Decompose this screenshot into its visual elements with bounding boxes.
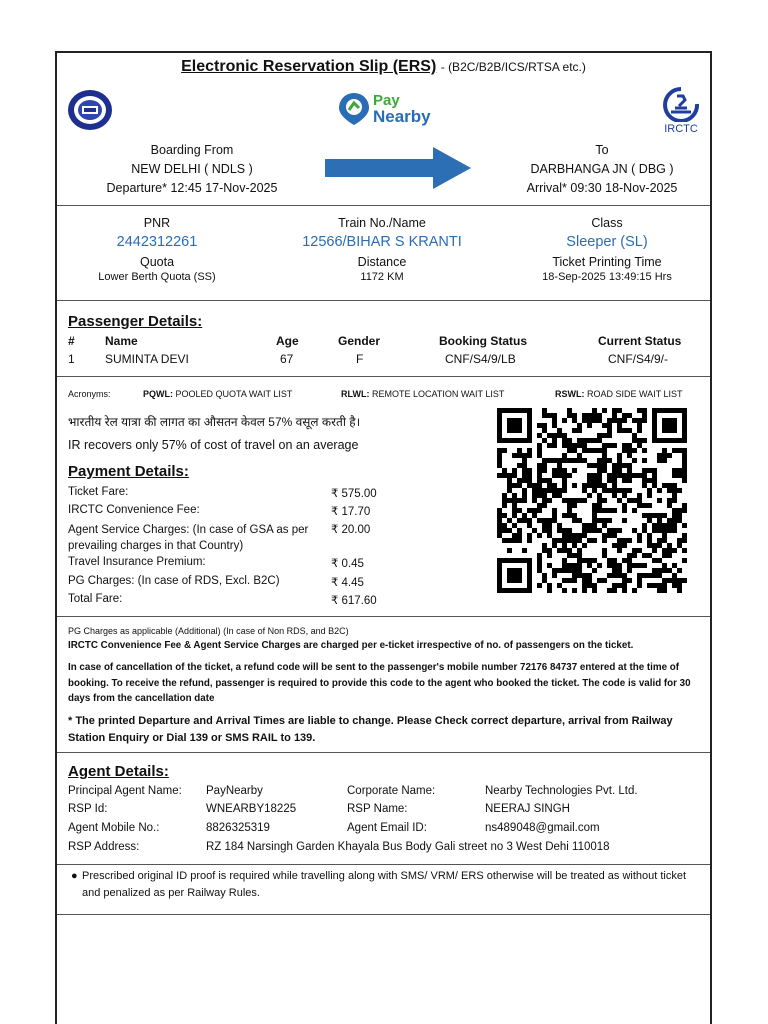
distance-label: Distance xyxy=(357,255,407,269)
time-change-note: * The printed Departure and Arrival Times are liable to change. Please Check correct departure, arrival from Railway Station Enquiry or Dial 139 or SMS RAIL to 139. xyxy=(68,715,673,744)
principal-agent-label: Principal Agent Name: xyxy=(68,785,182,797)
col-current-status: Current Status xyxy=(598,334,682,348)
boarding-label: Boarding From xyxy=(150,143,234,157)
boarding-block xyxy=(77,141,307,198)
train-label: Train No./Name xyxy=(338,216,426,230)
divider xyxy=(57,914,710,915)
cell-gender: F xyxy=(356,352,364,366)
payment-row-label: Agent Service Charges: (In case of GSA as per prevailing charges in that Country) xyxy=(68,524,309,552)
cell-current-status: CNF/S4/9/- xyxy=(608,352,669,366)
cell-index: 1 xyxy=(68,352,75,366)
col-age: Age xyxy=(276,334,299,348)
col-booking-status: Booking Status xyxy=(439,334,528,348)
pnr-block xyxy=(57,216,257,283)
agent-email-label: Agent Email ID: xyxy=(347,822,427,834)
col-name: Name xyxy=(105,334,138,348)
acronym-pqwl: PQWL: POOLED QUOTA WAIT LIST xyxy=(143,389,293,399)
payment-row-amount: ₹ 17.70 xyxy=(331,506,371,518)
id-proof-note xyxy=(71,868,703,902)
payment-row-amount: ₹ 575.00 xyxy=(331,488,377,500)
acronyms-label: Acronyms: xyxy=(68,389,111,399)
acronym-rswl: RSWL: ROAD SIDE WAIT LIST xyxy=(555,389,683,399)
quota-label: Quota xyxy=(139,255,175,269)
rsp-id-label: RSP Id: xyxy=(68,803,108,815)
corporate-name-value: Nearby Technologies Pvt. Ltd. xyxy=(485,785,638,797)
rsp-address-label: RSP Address: xyxy=(68,841,140,853)
payment-row-amount: ₹ 0.45 xyxy=(331,558,364,570)
payment-total-label: Total Fare: xyxy=(68,593,123,605)
printing-time-label: Ticket Printing Time xyxy=(552,255,662,269)
pg-charges-note: PG Charges as applicable (Additional) (In case of Non RDS, and B2C) xyxy=(68,626,349,636)
rsp-id-value: WNEARBY18225 xyxy=(206,803,297,815)
class-value: Sleeper (SL) xyxy=(566,234,648,250)
divider xyxy=(57,376,710,377)
col-index: # xyxy=(68,334,75,348)
class-block xyxy=(507,216,707,283)
irctc-logo xyxy=(655,86,707,135)
acronym-rlwl: RLWL: REMOTE LOCATION WAIT LIST xyxy=(341,389,505,399)
payment-row-label: PG Charges: (In case of RDS, Excl. B2C) xyxy=(68,575,280,587)
payment-section-title: Payment Details: xyxy=(68,463,189,480)
distance-value: 1172 KM xyxy=(360,271,404,283)
destination-block xyxy=(487,141,717,198)
train-block xyxy=(257,216,507,283)
principal-agent-value: PayNearby xyxy=(206,785,263,797)
payment-row-label: Ticket Fare: xyxy=(68,486,129,498)
agent-mobile-label: Agent Mobile No.: xyxy=(68,822,160,834)
train-value: 12566/BIHAR S KRANTI xyxy=(302,234,462,250)
divider xyxy=(57,864,710,865)
pnr-label: PNR xyxy=(143,216,171,230)
agent-mobile-value: 8826325319 xyxy=(206,822,270,834)
payment-row-amount: ₹ 20.00 xyxy=(331,524,371,536)
destination-label: To xyxy=(595,143,609,157)
id-proof-text: Prescribed original ID proof is required while travelling along with SMS/ VRM/ ERS otherwise will be treated as without ticket and penalized as per Railway Rules. xyxy=(82,870,687,899)
quota-value: Lower Berth Quota (SS) xyxy=(98,271,216,283)
divider xyxy=(57,752,710,753)
arrival-time: Arrival* 09:30 18-Nov-2025 xyxy=(526,181,678,195)
journey-arrow-icon xyxy=(325,147,473,194)
paynearby-pin-icon xyxy=(337,91,371,127)
cost-note-english: IR recovers only 57% of cost of travel on an average xyxy=(68,438,359,452)
departure-time: Departure* 12:45 17-Nov-2025 xyxy=(106,181,278,195)
irctc-fee-note: IRCTC Convenience Fee & Agent Service Charges are charged per e-ticket irrespective of no. of passengers on the ticket. xyxy=(68,640,634,651)
bullet-icon: ● xyxy=(71,870,78,882)
destination-station: DARBHANGA JN ( DBG ) xyxy=(530,162,674,176)
slip-header xyxy=(57,58,710,76)
cell-booking-status: CNF/S4/9/LB xyxy=(445,352,516,366)
printing-time-value: 18-Sep-2025 13:49:15 Hrs xyxy=(542,271,672,283)
reservation-slip xyxy=(55,51,712,1024)
refund-note: In case of cancellation of the ticket, a refund code will be sent to the passenger's mobile number 72176 84737 entered at the time of booking. To receive the refund, passenger is required to provide this code to the agent who booked the ticket. The code is valid for 30 days from the cancellation date xyxy=(68,662,691,704)
rsp-name-label: RSP Name: xyxy=(347,803,408,815)
corporate-name-label: Corporate Name: xyxy=(347,785,436,797)
rsp-address-value: RZ 184 Narsingh Garden Khayala Bus Body Gali street no 3 West Dehi 110018 xyxy=(206,841,610,853)
brand-text-pay: Pay xyxy=(373,92,400,109)
agent-email-value: ns489048@gmail.com xyxy=(485,822,600,834)
payment-row-label: Travel Insurance Premium: xyxy=(68,556,206,568)
col-gender: Gender xyxy=(338,334,381,348)
divider xyxy=(57,205,710,206)
qr-code-icon xyxy=(497,408,687,593)
class-label: Class xyxy=(591,216,623,230)
indian-railways-logo-icon xyxy=(67,89,113,131)
irctc-label: IRCTC xyxy=(664,123,698,135)
slip-subtitle: - (B2C/B2B/ICS/RTSA etc.) xyxy=(440,60,586,74)
pnr-value: 2442312261 xyxy=(116,234,198,250)
payment-row-amount: ₹ 4.45 xyxy=(331,577,364,589)
payment-row-label: IRCTC Convenience Fee: xyxy=(68,504,200,516)
cell-name: SUMINTA DEVI xyxy=(105,352,189,366)
cell-age: 67 xyxy=(280,352,294,366)
irctc-emblem-icon xyxy=(661,86,701,122)
brand-text-nearby: Nearby xyxy=(373,107,431,126)
rsp-name-value: NEERAJ SINGH xyxy=(485,803,570,815)
payment-total-amount: ₹ 617.60 xyxy=(331,595,377,607)
divider xyxy=(57,616,710,617)
agent-section-title: Agent Details: xyxy=(68,763,169,780)
cost-note-hindi: भारतीय रेल यात्रा की लागत का औसतन केवल 57% वसूल करती है। xyxy=(68,415,361,429)
passenger-section-title: Passenger Details: xyxy=(68,313,203,330)
slip-title: Electronic Reservation Slip (ERS) xyxy=(181,58,437,75)
divider xyxy=(57,300,710,301)
paynearby-logo xyxy=(337,91,447,129)
boarding-station: NEW DELHI ( NDLS ) xyxy=(131,162,253,176)
